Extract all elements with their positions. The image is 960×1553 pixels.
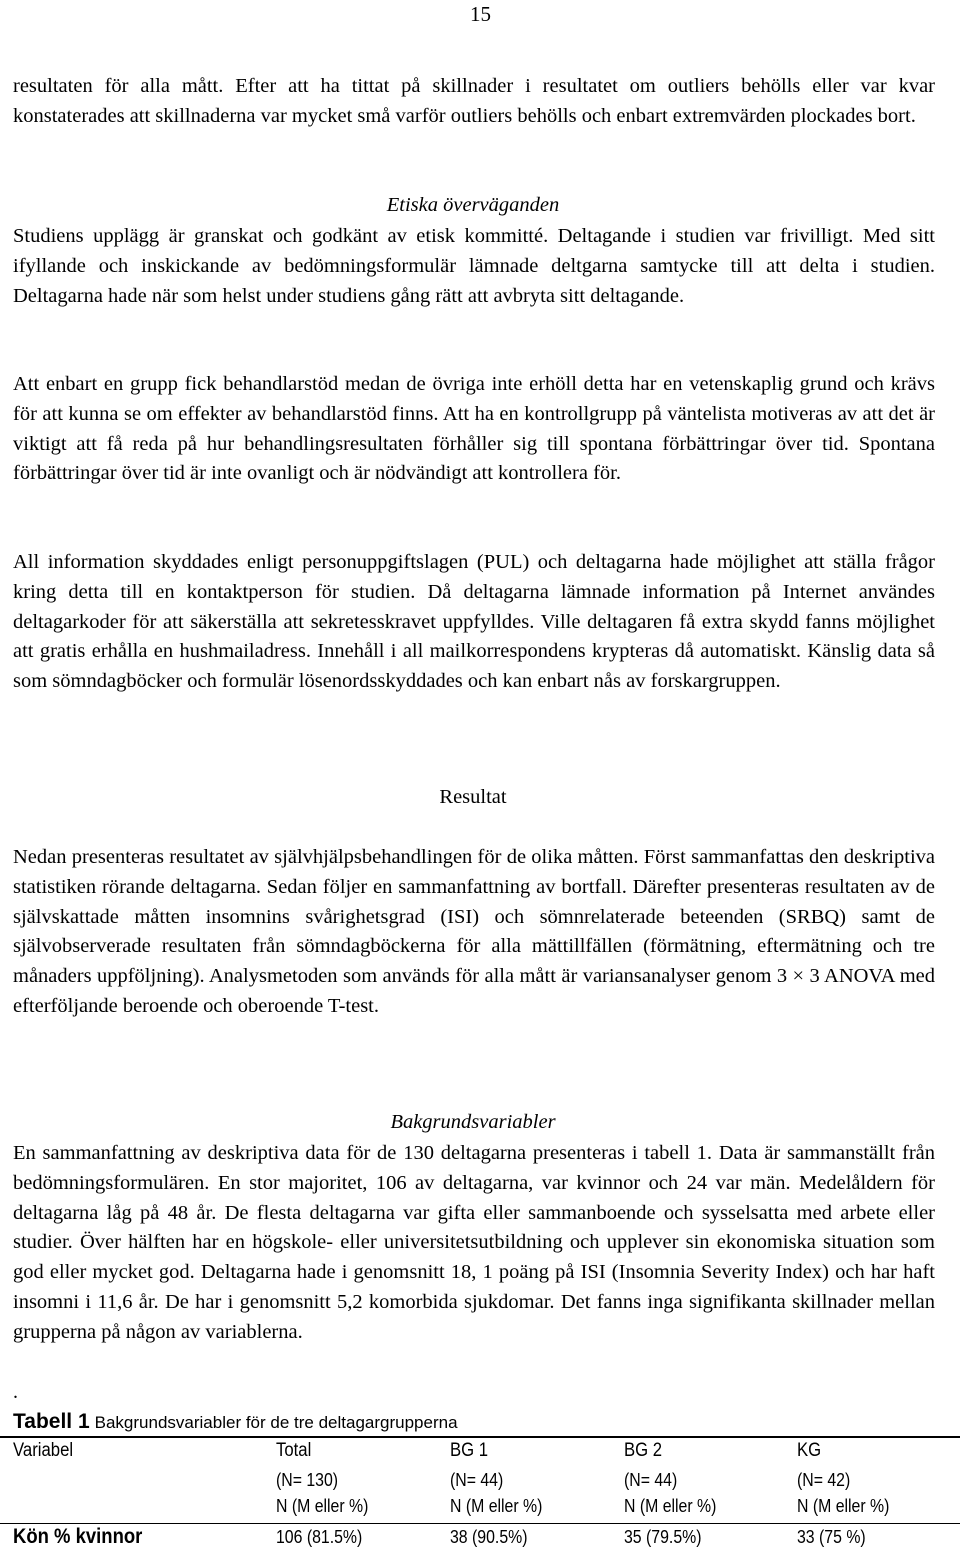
header-bg1: BG 1	[450, 1440, 489, 1461]
cell-bg2: 35 (79.5%)	[624, 1527, 702, 1547]
table-top-rule	[0, 1436, 960, 1438]
paragraph-resultat: Nedan presenteras resultatet av självhjälpsbehandlingen för de olika måtten. Först sammanfattas den deskriptiva statistiken rörande deltagarna. Sedan följer en sammanfattning av bortfall. Därefter presenteras resultaten av de självskattade måtten insomnins svårighetsgrad (ISI) och sömnrelaterade beteenden (SRBQ) samt de självobserverade resultaten från sömndagböckerna för alla mättillfällen (förmätning, eftermätning och tre månaders uppföljning). Analysmetoden som används för alla mått är variansanalyser genom 3 × 3 ANOVA med efterföljande beroende och oberoende T-test.	[13, 846, 935, 1017]
paragraph-outliers: resultaten för alla mått. Efter att ha tittat på skillnader i resultatet om outliers behölls eller var kvar konstaterades att skillnaderna var mycket små varför outliers behölls och enbart extremvärden plockades bort.	[13, 75, 935, 127]
heading-etiska-overvaganden: Etiska överväganden	[386, 194, 560, 216]
header-kg-unit: N (M eller %)	[797, 1496, 890, 1516]
header-kg: KG	[797, 1440, 822, 1461]
table-caption	[13, 1410, 458, 1434]
paragraph-behandlarstod: Att enbart en grupp fick behandlarstöd medan de övriga inte erhöll detta har en vetenskaplig grund och krävs för att kunna se om effekter av behandlarstöd finns. Att ha en kontrollgrupp på väntelista motiveras av att det är viktigt att få reda på hur behandlingsresultaten förhåller sig till spontana förbättringar över tid. Spontana förbättringar över tid är inte ovanligt och är nödvändigt att kontrollera för.	[13, 373, 935, 485]
page-number: 15	[470, 2, 491, 26]
paragraph-etik: Studiens upplägg är granskat och godkänt av etisk kommitté. Deltagande i studien var frivilligt. Med sitt ifyllande och inskickande av bedömningsformulär lämnade deltgarna samtycke till att delta i studien. Deltagarna hade när som helst under studiens gång rätt att avbryta sitt deltagande.	[13, 225, 935, 307]
cell-bg1: 38 (90.5%)	[450, 1527, 528, 1547]
header-total-unit: N (M eller %)	[276, 1496, 369, 1516]
table-caption-label: Tabell 1	[13, 1410, 90, 1433]
row-label-kon: Kön % kvinnor	[13, 1525, 143, 1548]
cell-total: 106 (81.5%)	[276, 1527, 363, 1547]
header-kg-n: (N= 42)	[797, 1470, 851, 1490]
table-header-rule	[0, 1523, 960, 1524]
header-variabel: Variabel	[13, 1440, 74, 1461]
header-bg2: BG 2	[624, 1440, 663, 1461]
header-total-n: (N= 130)	[276, 1470, 339, 1490]
heading-bakgrundsvariabler: Bakgrundsvariabler	[390, 1111, 556, 1133]
header-bg2-n: (N= 44)	[624, 1470, 678, 1490]
cell-kg: 33 (75 %)	[797, 1527, 866, 1547]
stray-dot: .	[13, 1381, 18, 1403]
header-bg2-unit: N (M eller %)	[624, 1496, 717, 1516]
header-bg1-unit: N (M eller %)	[450, 1496, 543, 1516]
header-bg1-n: (N= 44)	[450, 1470, 504, 1490]
heading-resultat: Resultat	[439, 786, 507, 808]
paragraph-pul: All information skyddades enligt personuppgiftslagen (PUL) och deltagarna hade möjlighet att ställa frågor kring detta till en kontaktperson för studien. Då deltagarna lämnade information på Internet användes deltagarkoder för att säkerställa att sekretesskravet uppfylldes. Ville deltagaren få extra skydd fanns möjlighet att gratis erhålla en hushmailadress. Innehåll i all mailkorrespondens krypteras då automatiskt. Känslig data så som sömndagböcker och formulär lösenordsskyddades och kan enbart nås av forskargruppen.	[13, 551, 935, 693]
paragraph-bakgrund: En sammanfattning av deskriptiva data för de 130 deltagarna presenteras i tabell 1. Data är sammanställt från bedömningsformulären. En stor majoritet, 106 av deltagarna, var kvinnor och 24 var män. Medelåldern för deltagarna låg på 48 år. De flesta deltagarna var gifta eller sammanboende och sysselsatta med arbete eller studier. Över hälften har en högskole- eller universitetsutbildning och upplever sin ekonomiska situation som god eller mycket god. Deltagarna hade i genomsnitt 18, 1 poäng på ISI (Insomnia Severity Index) och har haft insomni i 11,6 år. De har i genomsnitt 5,2 komorbida sjukdomar. Det fanns inga signifikanta skillnader mellan grupperna på någon av variablerna.	[13, 1142, 935, 1343]
header-total: Total	[276, 1440, 312, 1461]
table-caption-text: Bakgrundsvariabler för de tre deltagargrupperna	[94, 1413, 458, 1432]
